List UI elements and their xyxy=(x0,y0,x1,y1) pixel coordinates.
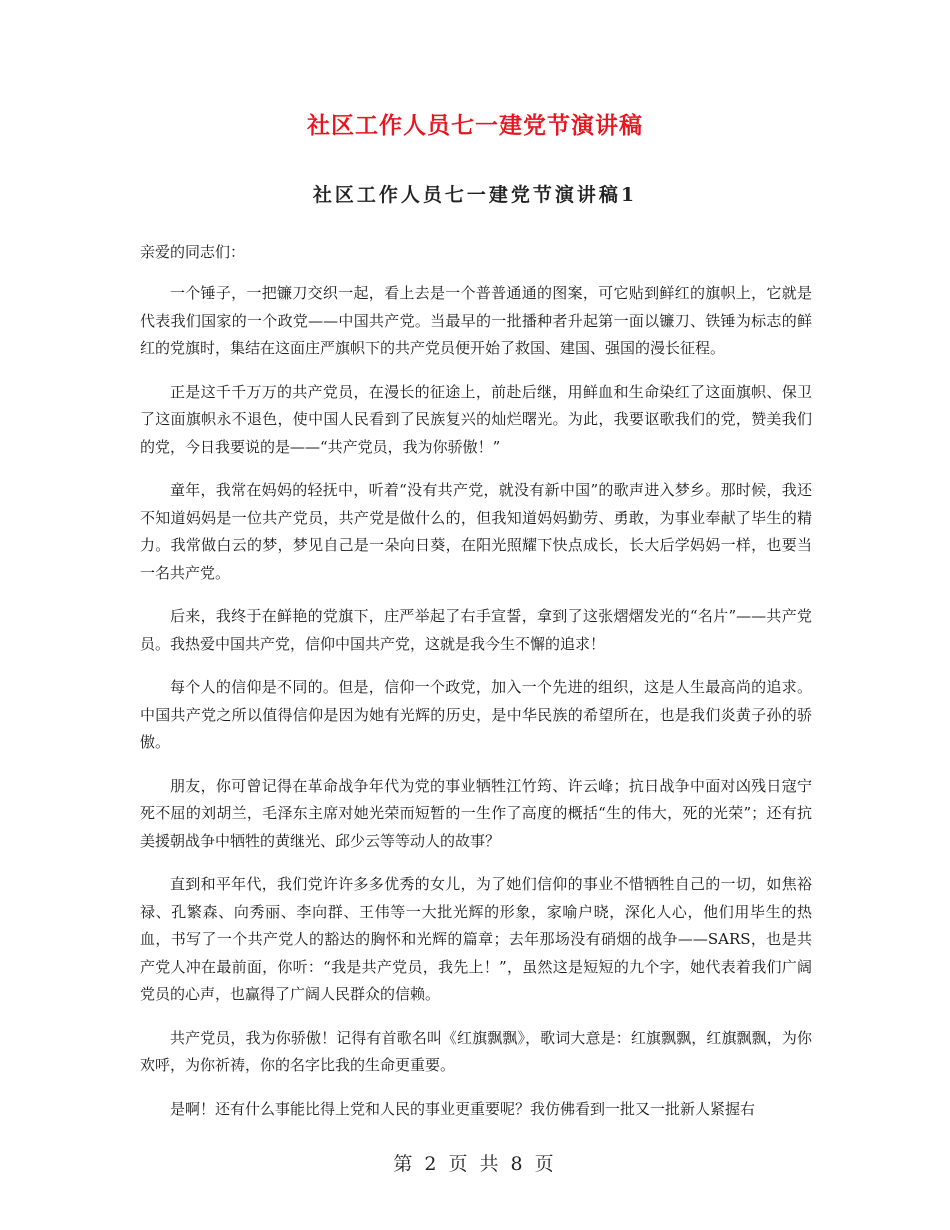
paragraph: 后来，我终于在鲜艳的党旗下，庄严举起了右手宣誓，拿到了这张熠熠发光的“名片”——共产党员。我热爱中国共产党，信仰中国共产党，这就是我今生不懈的追求！ xyxy=(140,607,812,653)
paragraph: 正是这千千万万的共产党员，在漫长的征途上，前赴后继，用鲜血和生命染红了这面旗帜、保卫了这面旗帜永不退色，使中国人民看到了民族复兴的灿烂曙光。为此，我要讴歌我们的党，赞美我们的党，今日我要说的是——“共产党员，我为你骄傲！” xyxy=(140,382,812,456)
paragraph: 童年，我常在妈妈的轻抚中，听着“没有共产党，就没有新中国”的歌声进入梦乡。那时候，我还不知道妈妈是一位共产党员，共产党是做什么的，但我知道妈妈勤劳、勇敢，为事业奉献了毕生的精力。我常做白云的梦，梦见自己是一朵向日葵，在阳光照耀下快点成长，长大后学妈妈一样，也要当一名共产党。 xyxy=(140,481,812,582)
paragraph: 一个锤子，一把镰刀交织一起，看上去是一个普普通通的图案，可它贴到鲜红的旗帜上，它就是代表我们国家的一个政党——中国共产党。当最早的一批播种者升起第一面以镰刀、铁锤为标志的鲜红的党旗时，集结在这面庄严旗帜下的共产党员便开始了救国、建国、强国的漫长征程。 xyxy=(140,284,812,357)
paragraph: 朋友，你可曾记得在革命战争年代为党的事业牺牲江竹筠、许云峰；抗日战争中面对凶残日寇宁死不屈的刘胡兰，毛泽东主席对她光荣而短暂的一生作了高度的概括“生的伟大，死的光荣”；还有抗美援朝战争中牺牲的黄继光、邱少云等等动人的故事？ xyxy=(140,776,812,850)
paragraph: 是啊！还有什么事能比得上党和人民的事业更重要呢？我仿佛看到一批又一批新人紧握右 xyxy=(170,1099,756,1118)
document-subtitle: 社区工作人员七一建党节演讲稿1 xyxy=(312,184,638,206)
page-number-footer: 第 2 页 共 8 页 xyxy=(393,1153,557,1175)
paragraph: 共产党员，我为你骄傲！记得有首歌名叫《红旗飘飘》，歌词大意是：红旗飘飘，红旗飘飘，为你欢呼，为你祈祷，你的名字比我的生命更重要。 xyxy=(140,1028,812,1074)
paragraph: 每个人的信仰是不同的。但是，信仰一个政党，加入一个先进的组织，这是人生最高尚的追求。中国共产党之所以值得信仰是因为她有光辉的历史，是中华民族的希望所在，也是我们炎黄子孙的骄傲。 xyxy=(140,678,812,751)
paragraph: 直到和平年代，我们党许许多多优秀的女儿，为了她们信仰的事业不惜牺牲自己的一切，如焦裕禄、孔繁森、向秀丽、李向群、王伟等一大批光辉的形象，家喻户晓，深化人心，他们用毕生的热血，书写了一个共产党人的豁达的胸怀和光辉的篇章；去年那场没有硝烟的战争——SARS，也是共产党人冲在最前面，你听：“我是共产党员，我先上！”，虽然这是短短的九个字，她代表着我们广阔党员的心声，也赢得了广阔人民群众的信赖。 xyxy=(140,875,812,1003)
document-title: 社区工作人员七一建党节演讲稿 xyxy=(307,112,643,139)
document-body xyxy=(140,238,812,1139)
salutation: 亲爱的同志们： xyxy=(140,243,246,261)
